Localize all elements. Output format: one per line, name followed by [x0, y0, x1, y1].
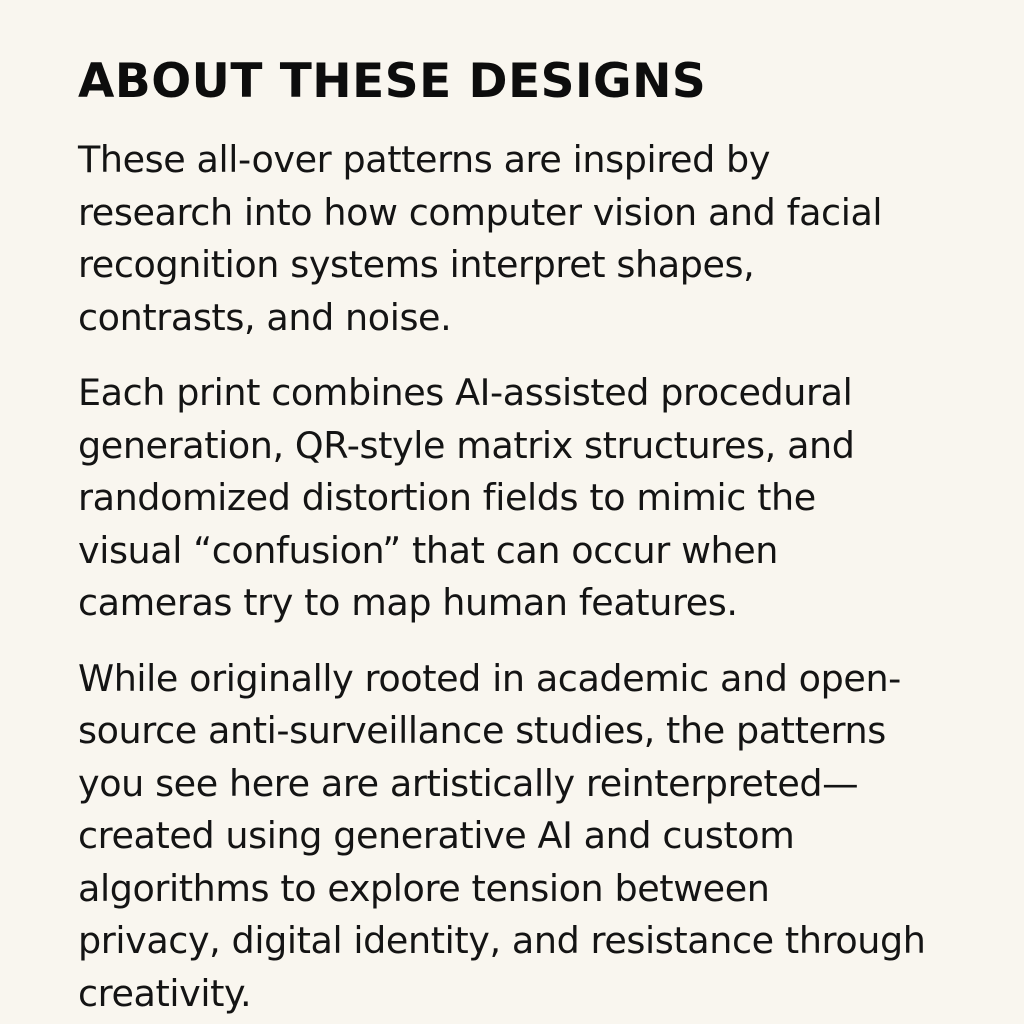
- paragraph-line: privacy, digital identity, and resistance through: [78, 919, 926, 962]
- paragraph-line: created using generative AI and custom: [78, 814, 795, 857]
- paragraph-line: creativity.: [78, 971, 252, 1015]
- paragraph-line: recognition systems interpret shapes,: [78, 243, 755, 286]
- paragraph-line: randomized distortion fields to mimic the: [78, 476, 816, 519]
- paragraph-line: source anti-surveillance studies, the patterns: [78, 709, 886, 752]
- paragraph-line: generation, QR-style matrix structures, and: [78, 423, 855, 467]
- paragraph-line: Each print combines AI-assisted procedural: [78, 371, 853, 414]
- page-title: ABOUT THESE DESIGNS: [78, 54, 707, 109]
- paragraph-line: contrasts, and noise.: [78, 295, 452, 339]
- paragraph-line: you see here are artistically reinterpreted—: [78, 761, 859, 805]
- paragraph-process: [78, 367, 984, 630]
- paragraph-origins: [78, 653, 984, 1021]
- paragraph-line: algorithms to explore tension between: [78, 866, 770, 910]
- paragraph-line: visual “confusion” that can occur when: [78, 528, 779, 572]
- paragraph-line: cameras try to map human features.: [78, 581, 738, 624]
- paragraph-inspiration: [78, 134, 984, 344]
- paragraph-line: research into how computer vision and facial: [78, 190, 883, 234]
- paragraph-line: While originally rooted in academic and open-: [78, 656, 901, 700]
- paragraph-line: These all-over patterns are inspired by: [78, 138, 771, 181]
